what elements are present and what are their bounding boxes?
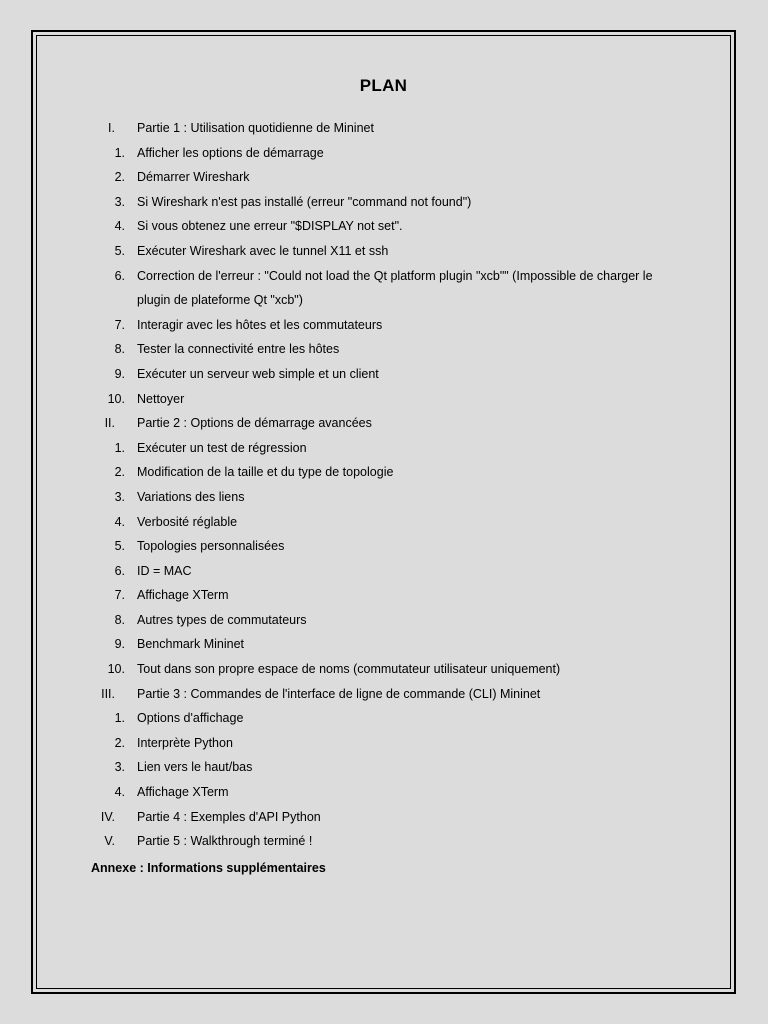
toc-item [33,436,734,461]
toc-number: 8. [114,612,125,627]
toc-text: Correction de l'erreur : "Could not load the Qt platform plugin "xcb"" (Impossible de charger le plugin de plateforme Qt "xcb") [137,268,653,308]
toc-item [33,214,734,239]
toc-text: Partie 2 : Options de démarrage avancées [137,416,372,431]
toc-text: Démarrer Wireshark [137,170,250,185]
toc-section [33,805,734,830]
page-title: PLAN [359,76,408,95]
toc-item [33,534,734,559]
toc-text: Nettoyer [137,391,185,406]
toc-number: 5. [114,539,125,554]
toc-text: Affichage XTerm [137,588,229,603]
toc-text: Tester la connectivité entre les hôtes [137,342,340,357]
toc-text: Benchmark Mininet [137,637,244,652]
toc-number: 6. [114,268,125,283]
toc-number: 1. [114,145,125,160]
toc-text: Afficher les options de démarrage [137,145,324,160]
toc-item [33,165,734,190]
toc-text: Interagir avec les hôtes et les commutateurs [137,317,383,332]
toc-text: Topologies personnalisées [137,539,285,554]
toc-item [33,337,734,362]
toc-section [33,829,734,854]
toc-number: IV. [100,809,115,824]
toc-item [33,632,734,657]
toc-text: Exécuter un test de régression [137,440,307,455]
toc-number: 2. [114,170,125,185]
toc-text: Options d'affichage [137,711,244,726]
toc-number: 1. [114,440,125,455]
toc-item [33,731,734,756]
toc-text: Partie 3 : Commandes de l'interface de ligne de commande (CLI) Mininet [137,686,541,701]
toc-number: 10. [107,662,125,677]
annex-heading: Annexe : Informations supplémentaires [91,861,326,875]
table-of-contents [33,116,734,854]
toc-item [33,780,734,805]
toc-number: 9. [114,366,125,381]
toc-number: 10. [107,391,125,406]
toc-text: Si Wireshark n'est pas installé (erreur "command not found") [137,194,472,209]
toc-text: Tout dans son propre espace de noms (commutateur utilisateur uniquement) [137,662,561,677]
toc-text: Exécuter Wireshark avec le tunnel X11 et ssh [137,243,389,258]
toc-item [33,239,734,264]
toc-item [33,141,734,166]
toc-item [33,313,734,338]
toc-item [33,706,734,731]
toc-item [33,460,734,485]
toc-number: 5. [114,243,125,258]
toc-item [33,387,734,412]
toc-number: I. [108,121,115,135]
toc-section [33,116,734,141]
toc-number: 4. [114,219,125,234]
toc-text: Lien vers le haut/bas [137,760,253,775]
toc-number: V. [104,834,115,849]
toc-number: 8. [114,342,125,357]
toc-text: Modification de la taille et du type de topologie [137,465,394,480]
toc-text: ID = MAC [137,563,192,578]
toc-text: Exécuter un serveur web simple et un client [137,366,379,381]
toc-item [33,608,734,633]
toc-item [33,362,734,387]
toc-number: 3. [114,760,125,775]
toc-text: Si vous obtenez une erreur "$DISPLAY not set". [137,219,403,234]
toc-text: Autres types de commutateurs [137,612,307,627]
toc-number: 2. [114,465,125,480]
toc-text: Partie 4 : Exemples d'API Python [137,809,321,824]
toc-text: Variations des liens [137,489,245,504]
toc-number: 7. [114,317,125,332]
toc-text: Verbosité réglable [137,514,238,529]
toc-text: Partie 5 : Walkthrough terminé ! [137,834,313,849]
toc-item [33,755,734,780]
toc-number: 3. [114,194,125,209]
toc-item [33,264,734,313]
toc-number: 7. [114,588,125,603]
toc-section [33,682,734,707]
toc-item [33,559,734,584]
toc-number: 3. [114,489,125,504]
toc-number: 4. [114,785,125,800]
toc-number: 9. [114,637,125,652]
toc-section [33,411,734,436]
toc-number: 4. [114,514,125,529]
toc-item [33,190,734,215]
toc-number: III. [101,686,115,701]
toc-item [33,485,734,510]
toc-item [33,510,734,535]
toc-item [33,583,734,608]
toc-number: II. [104,416,115,431]
toc-number: 6. [114,563,125,578]
toc-text: Interprète Python [137,735,233,750]
toc-text: Affichage XTerm [137,785,229,800]
toc-number: 2. [114,735,125,750]
toc-text: Partie 1 : Utilisation quotidienne de Mininet [137,121,374,135]
toc-item [33,657,734,682]
toc-number: 1. [114,711,125,726]
page-border [31,30,736,994]
